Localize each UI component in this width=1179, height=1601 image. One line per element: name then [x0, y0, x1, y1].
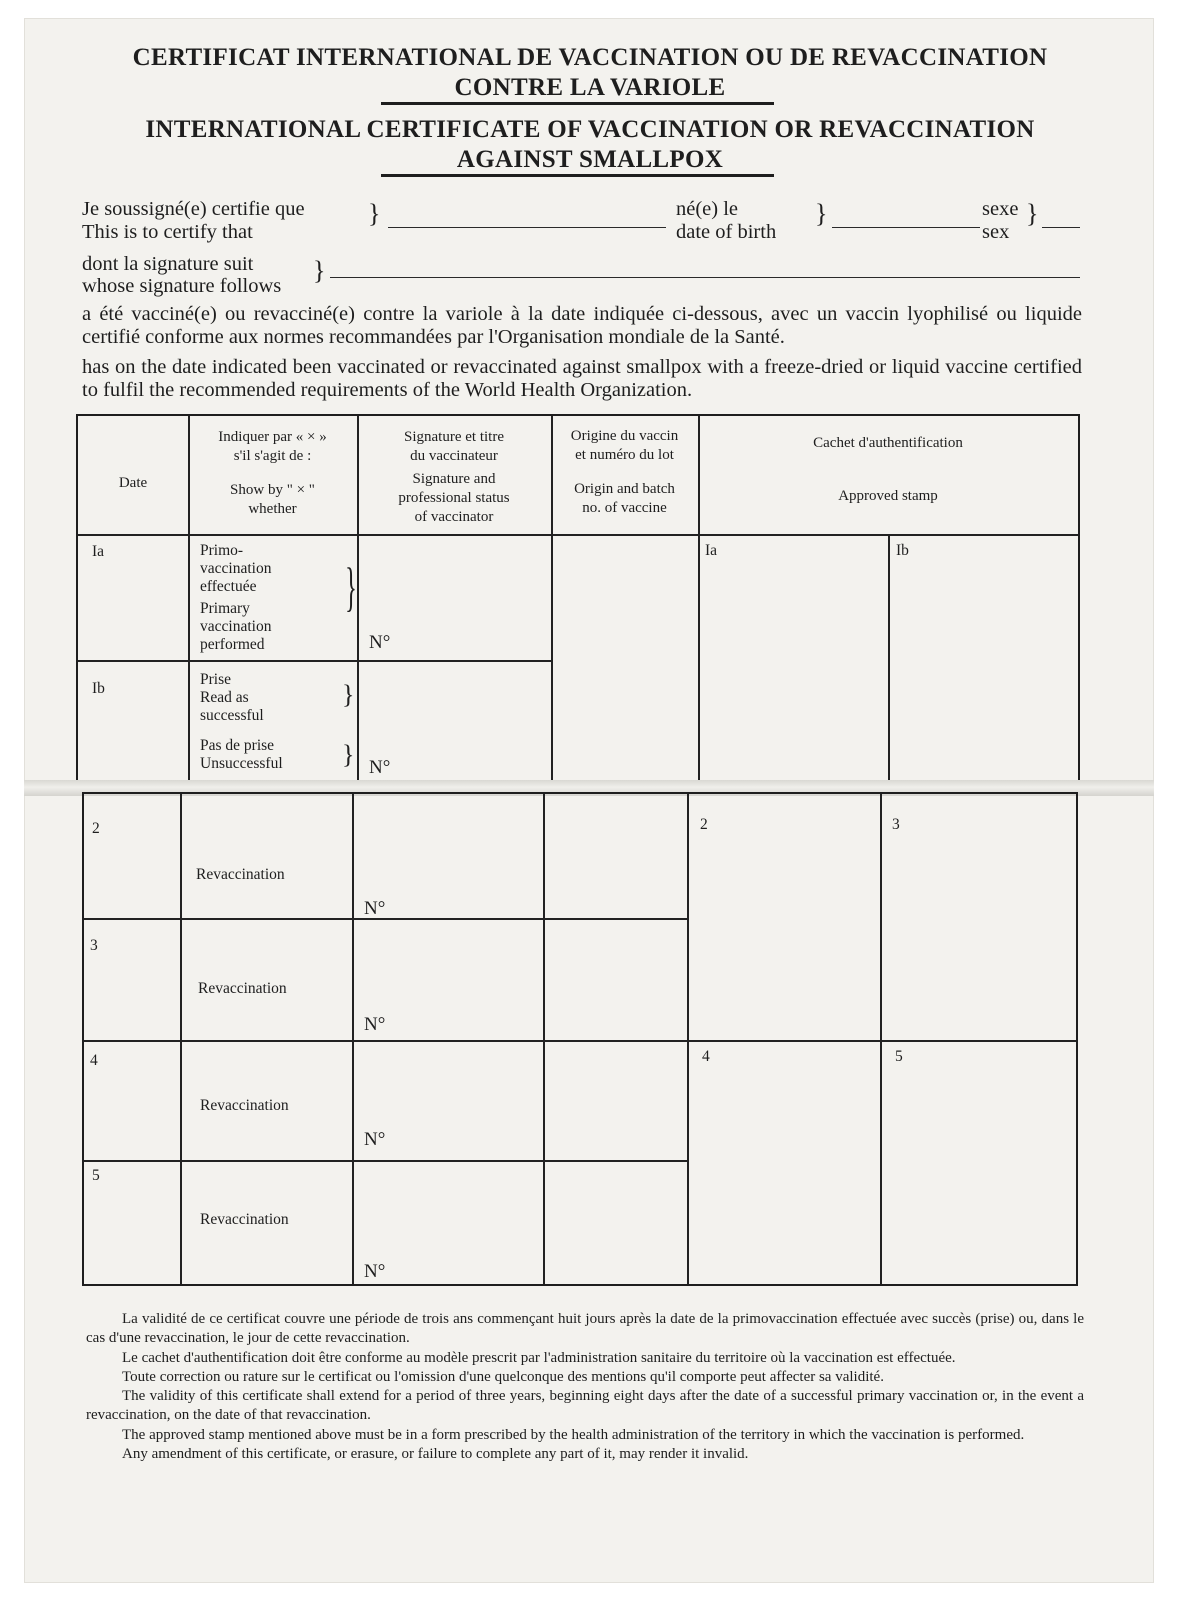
stamp-label-5: 5: [895, 1048, 903, 1065]
signature-label-en: whose signature follows: [82, 275, 282, 297]
header-indicate-fr-2: s'il s'agit de :: [233, 448, 312, 464]
col-divider: [543, 794, 545, 1284]
header-origin-en-1: Origin and batch: [574, 481, 675, 497]
col-divider: [888, 535, 890, 782]
row-label-1a: Ia: [92, 543, 105, 560]
header-signature-en-1: Signature and: [412, 471, 496, 487]
pas-de-prise-label: Pas de prise: [200, 737, 275, 754]
vaccinator-number-1a: N°: [369, 632, 391, 653]
note-amendment-en: Any amendment of this certificate, or erasure, or failure to complete any part of it, may render it invalid.: [122, 1446, 749, 1463]
note-stamp-fr: Le cachet d'authentification doit être conforme au modèle prescrit par l'administration sanitaire du territoire où la vaccination est effectuée.: [122, 1349, 956, 1366]
revaccination-label: Revaccination: [200, 1097, 289, 1114]
brace: }: [815, 199, 828, 228]
header-origin-fr-2: et numéro du lot: [575, 447, 674, 463]
prise-label: Prise: [200, 671, 231, 688]
note-validity-en: The validity of this certificate shall extend for a period of three years, beginning eight days after the date of a successful primary vaccination or, in the event a revaccination, on the date of that revaccination.: [86, 1388, 1084, 1424]
row-divider: [84, 1160, 687, 1162]
note-validity-fr: La validité de ce certificat couvre une période de trois ans commençant huit jours après la date de la primovaccination effectuée avec succès (prise) ou, dans le cas d'une revaccination, le jour de cette revaccination.: [86, 1311, 1084, 1347]
brace: }: [368, 199, 381, 228]
row-divider: [84, 1040, 1076, 1042]
header-signature-en-3: of vaccinator: [414, 509, 494, 525]
brace: }: [342, 740, 355, 769]
stamp-label-1b: Ib: [896, 542, 909, 559]
col-divider: [551, 416, 553, 782]
header-origin-fr-1: Origine du vaccin: [570, 428, 679, 444]
brace: }: [1026, 199, 1039, 228]
stamp-label-4: 4: [702, 1048, 710, 1065]
col-divider: [880, 794, 882, 1284]
date-of-birth-field[interactable]: [832, 227, 980, 228]
vaccination-table-upper: [76, 414, 1080, 782]
header-indicate-en-1: Show by " × ": [230, 482, 315, 498]
title-fr-line2: CONTRE LA VARIOLE: [454, 74, 726, 101]
vaccinator-number-2: N°: [364, 898, 386, 919]
row-label-1b: Ib: [92, 680, 105, 697]
title-fr-underline: [381, 102, 774, 105]
stamp-label-3: 3: [892, 816, 900, 833]
stamp-label-2: 2: [700, 816, 708, 833]
successful-label: successful: [200, 707, 264, 724]
statement-en: has on the date indicated been vaccinated or revaccinated against smallpox with a freeze-dried or liquid vaccine certified to fulfil the recommended requirements of the World Health Organization.: [82, 356, 1082, 401]
unsuccessful-label: Unsuccessful: [200, 755, 283, 772]
header-indicate-en-2: whether: [248, 501, 297, 517]
title-en-underline: [381, 174, 774, 177]
validity-notes: [86, 1310, 1084, 1464]
row-label-5: 5: [92, 1167, 100, 1184]
row-divider: [78, 660, 552, 662]
primo-vaccination-fr-3: effectuée: [200, 578, 257, 595]
header-origin-en-2: no. of vaccine: [582, 500, 667, 516]
signature-label-fr: dont la signature suit: [82, 253, 254, 275]
primo-vaccination-fr-1: Primo-: [200, 542, 244, 559]
header-date: Date: [118, 475, 148, 491]
certify-label-fr: Je soussigné(e) certifie que: [82, 198, 305, 220]
col-divider: [180, 794, 182, 1284]
row-divider: [78, 534, 1078, 536]
col-divider: [698, 416, 700, 782]
brace: }: [345, 557, 357, 617]
primary-vaccination-en-2: vaccination: [200, 618, 272, 635]
revaccination-label: Revaccination: [200, 1211, 289, 1228]
note-stamp-en: The approved stamp mentioned above must be in a form prescribed by the health administration of the territory in which the vaccination is performed.: [122, 1426, 1025, 1443]
row-divider: [84, 918, 687, 920]
col-divider: [352, 794, 354, 1284]
col-divider: [687, 794, 689, 1284]
title-en-line2: AGAINST SMALLPOX: [456, 146, 724, 173]
vaccinator-number-5: N°: [364, 1261, 386, 1282]
signature-field[interactable]: [330, 277, 1080, 278]
header-signature-en-2: professional status: [398, 490, 510, 506]
row-label-3: 3: [90, 937, 98, 954]
revaccination-label: Revaccination: [198, 980, 287, 997]
vaccinator-number-1b: N°: [369, 757, 391, 778]
vaccinator-number-4: N°: [364, 1129, 386, 1150]
primary-vaccination-en-1: Primary: [200, 600, 250, 617]
header-stamp-fr: Cachet d'authentification: [813, 435, 963, 451]
header-signature-fr-2: du vaccinateur: [410, 448, 498, 464]
born-label-en: date of birth: [676, 221, 777, 243]
brace: }: [313, 256, 326, 285]
certify-label-en: This is to certify that: [82, 221, 253, 243]
primary-vaccination-en-3: performed: [200, 636, 265, 653]
row-label-2: 2: [92, 820, 100, 837]
sex-field[interactable]: [1042, 227, 1080, 228]
header-stamp-en: Approved stamp: [838, 488, 938, 504]
primo-vaccination-fr-2: vaccination: [200, 560, 272, 577]
brace: }: [342, 680, 355, 709]
row-label-4: 4: [90, 1052, 98, 1069]
born-label-fr: né(e) le: [676, 198, 739, 220]
sex-label-en: sex: [982, 221, 1010, 243]
title-fr-line1: CERTIFICAT INTERNATIONAL DE VACCINATION OU DE REVACCINATION: [132, 44, 1048, 71]
title-en-line1: INTERNATIONAL CERTIFICATE OF VACCINATION OR REVACCINATION: [145, 116, 1035, 143]
col-divider: [188, 416, 190, 782]
sex-label-fr: sexe: [982, 198, 1019, 220]
revaccination-label: Revaccination: [196, 866, 285, 883]
stamp-label-1a: Ia: [705, 542, 718, 559]
statement-fr: a été vacciné(e) ou revacciné(e) contre la variole à la date indiquée ci-dessous, avec un vaccin lyophilisé ou liquide certifié conforme aux normes recommandées par l'Organisation mondiale de la Santé.: [82, 303, 1082, 348]
header-signature-fr-1: Signature et titre: [404, 429, 504, 445]
read-as-label: Read as: [200, 689, 249, 706]
note-amendment-fr: Toute correction ou rature sur le certificat ou l'omission d'une quelconque des mentions qu'il comporte peut affecter sa validité.: [122, 1368, 884, 1385]
header-indicate-fr-1: Indiquer par « × »: [218, 429, 327, 445]
name-field[interactable]: [388, 227, 666, 228]
vaccinator-number-3: N°: [364, 1014, 386, 1035]
